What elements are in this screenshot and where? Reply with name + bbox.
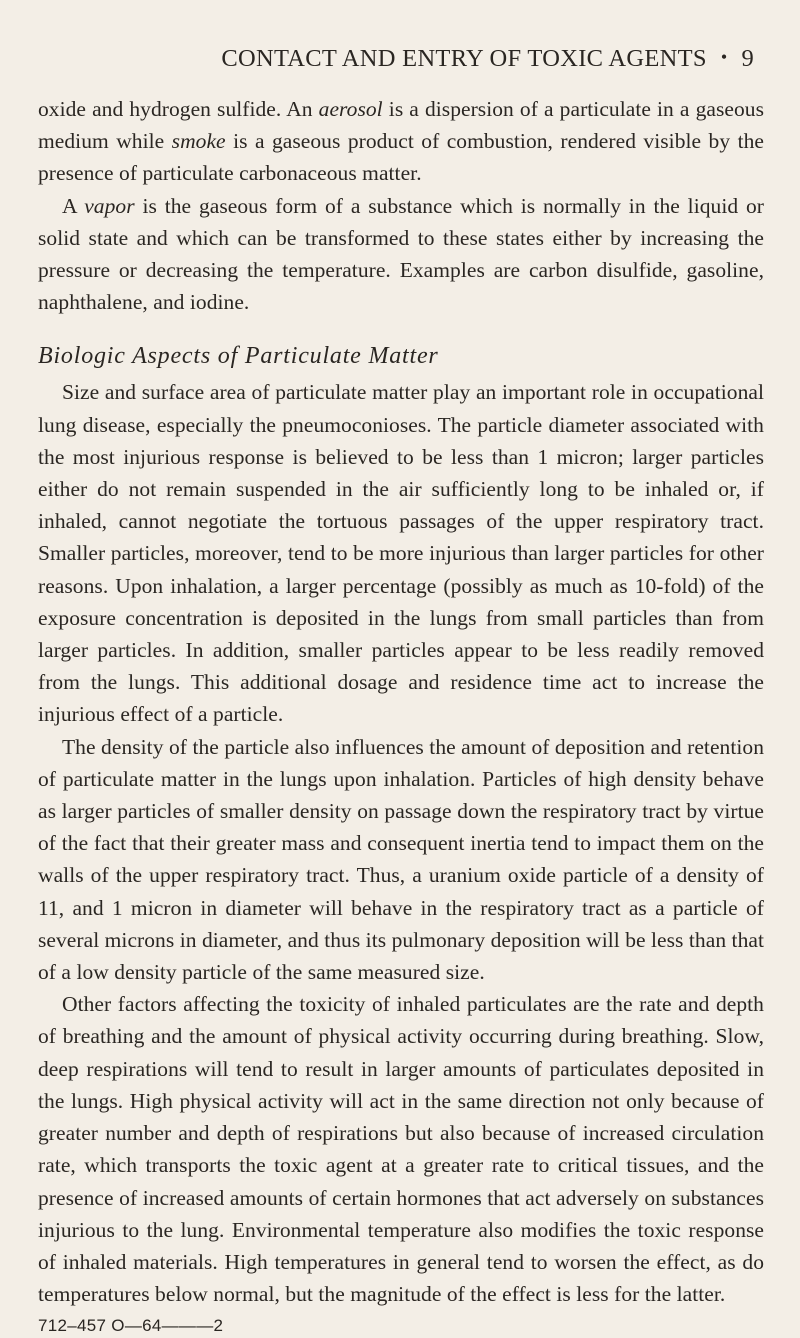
running-head: [38, 44, 764, 75]
paragraph-other-factors: Other factors affecting the toxicity of inhaled particulates are the rate and depth of breathing and the amount of physical activity occurring during breathing. Slow, deep respirations will tend to result in larger amounts of particulates deposited in the lungs. High physical activity will act in the same direction not only because of greater number and depth of respirations but also because of increased circulation rate, which transports the toxic agent at a greater rate to critical tissues, and the presence of increased amounts of certain hormones that act adversely on substances injurious to the lung. Environmental temperature also modifies the toxic response of inhaled materials. High temperatures in general tend to worsen the effect, as do temperatures below normal, but the magnitude of the effect is less for the latter.: [38, 992, 764, 1307]
body-text: [38, 93, 764, 1310]
printer-imprint: 712–457 O—64———2: [38, 1316, 224, 1336]
term-smoke: smoke: [171, 129, 226, 154]
running-head-title: CONTACT AND ENTRY OF TOXIC AGENTS: [221, 45, 707, 72]
paragraph-particle-density: The density of the particle also influences the amount of deposition and retention of particulate matter in the lungs upon inhalation. Particles of high density behave as larger particles of smaller density on passage down the respiratory tract by virtue of the fact that their greater mass and consequent inertia tend to impact them on the walls of the upper respiratory tract. Thus, a uranium oxide particle of a density of 11, and 1 micron in diameter will behave in the respiratory tract as a particle of several microns in diameter, and thus its pulmonary deposition will be less than that of a low density particle of the same measured size.: [38, 734, 764, 985]
text-run: is a dispersion of a particulate in a gaseous medium while: [38, 97, 764, 154]
text-run: A: [62, 193, 85, 218]
paragraph-vapor: [38, 190, 764, 319]
text-run: is a gaseous product of combustion, rendered visible by the presence of particulate carbonaceous matter.: [38, 129, 764, 186]
paragraph-particle-size: Size and surface area of particulate matter play an important role in occupational lung disease, especially the pneumoconioses. The particle diameter associated with the most injurious response is believed to be less than 1 micron; larger particles either do not remain suspended in the air sufficiently long to be inhaled or, if inhaled, cannot negotiate the tortuous passages of the upper respiratory tract. Smaller particles, moreover, tend to be more injurious than larger particles for other reasons. Upon inhalation, a larger percentage (possibly as much as 10-fold) of the exposure concentration is deposited in the lungs from small particles than from larger particles. In addition, smaller particles appear to be less readily removed from the lungs. This additional dosage and residence time act to increase the injurious effect of a particle.: [38, 380, 764, 727]
text-run: is the gaseous form of a substance which is normally in the liquid or solid state and which can be transformed to these states either by increasing the pressure or decreasing the temperature. Examples are carbon disulfide, gasoline, naphthalene, and iodine.: [38, 193, 764, 315]
term-aerosol: aerosol: [318, 97, 383, 121]
running-head-separator: •: [720, 47, 728, 67]
page-number: 9: [741, 45, 754, 72]
section-heading: Biologic Aspects of Particulate Matter: [38, 343, 439, 370]
text-run: oxide and hydrogen sulfide. An: [38, 97, 319, 121]
term-vapor: vapor: [84, 193, 135, 218]
paragraph-aerosol-smoke: [38, 93, 764, 190]
